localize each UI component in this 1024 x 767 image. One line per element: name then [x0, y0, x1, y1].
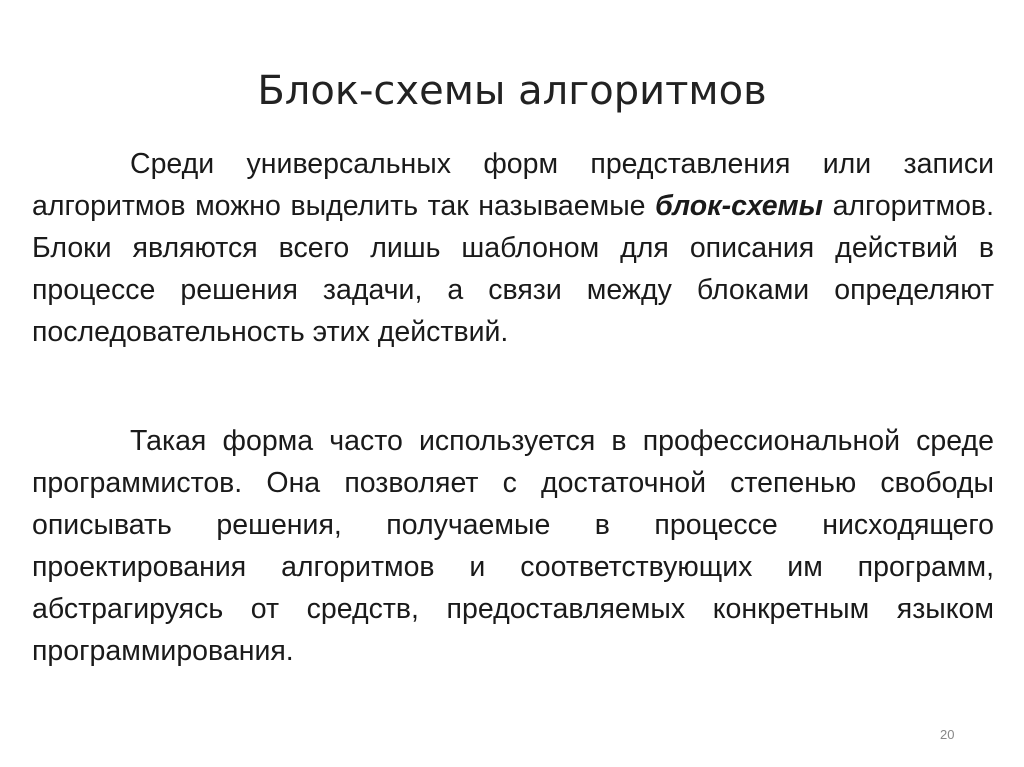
slide-title: Блок-схемы алгоритмов	[257, 68, 767, 114]
paragraph-2-text: Такая форма часто используется в профессиональной среде программистов. Она позволяет с достаточной степенью свободы описывать решения, получаемые в процессе нисходящего проектирования алгоритмов и соответствующих им программ, абстрагируясь от средств, предоставляемых конкретным языком программирования.	[32, 425, 994, 667]
paragraph-2	[32, 420, 994, 672]
page-number: 20	[940, 727, 955, 742]
paragraph-1-text-start: Среди универсальных форм представления или записи алгоритмов можно выделить так называемые	[32, 148, 994, 222]
paragraph-1	[32, 143, 994, 353]
paragraph-1-text-end: алгоритмов. Блоки являются всего лишь шаблоном для описания действий в процессе решения задачи, а связи между блоками определяют последовательность этих действий.	[32, 190, 994, 348]
paragraph-1-emphasis: блок-схемы	[655, 190, 823, 222]
